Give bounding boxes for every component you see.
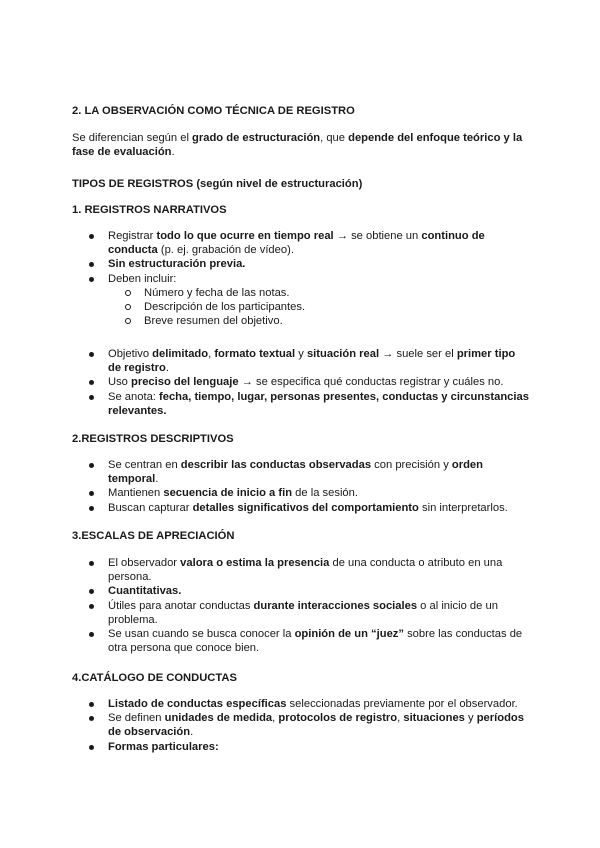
- bold-text: situación real: [306, 348, 380, 360]
- list-item: [72, 627, 530, 655]
- list-item: [72, 740, 530, 754]
- bold-text: primer tipo de registro: [108, 348, 516, 375]
- list-item: [72, 347, 530, 375]
- sub-list-item: Breve resumen del objetivo.: [108, 314, 530, 328]
- bold-text: Sin estructuración previa.: [108, 258, 246, 271]
- list-item: [72, 486, 530, 500]
- bold-text: orden temporal: [108, 459, 483, 486]
- section-title-narrativos: 1. REGISTROS NARRATIVOS: [72, 204, 227, 216]
- bold-text: durante interacciones sociales: [253, 599, 418, 612]
- bold-text: grado de estructuración: [192, 132, 321, 144]
- sublist-deben-incluir: [108, 286, 530, 329]
- bold-text: continuo de conducta: [108, 230, 485, 257]
- text-run: Uso: [108, 376, 132, 389]
- text-run: ,: [208, 348, 215, 360]
- list-item: [72, 584, 530, 598]
- list-item: [72, 711, 530, 739]
- text-run: Se centran en: [108, 459, 181, 471]
- bold-text: fecha, tiempo, lugar, personas presentes, conductas y circunstancias relevantes.: [108, 390, 529, 417]
- bold-text: situaciones: [403, 712, 465, 725]
- text-run: (p. ej. grabación de vídeo).: [157, 244, 294, 257]
- types-title: TIPOS DE REGISTROS (según nivel de estructuración): [72, 178, 363, 190]
- text-run: → suele ser el: [379, 348, 457, 360]
- text-run: Registrar: [108, 230, 157, 242]
- text-run: sobre las conductas de otra persona que conoce bien.: [108, 628, 523, 655]
- text-run: seleccionadas previamente por el observador.: [286, 698, 518, 710]
- section-title-escalas: 3.ESCALAS DE APRECIACIÓN: [72, 530, 235, 542]
- text-run: de una conducta o atributo en una persona.: [108, 557, 503, 584]
- text-run: y: [464, 712, 477, 725]
- section-title-catalogo: 4.CATÁLOGO DE CONDUCTAS: [72, 672, 237, 684]
- bold-text: preciso del lenguaje: [131, 376, 239, 389]
- text-run: o al inicio de un problema.: [108, 599, 498, 626]
- bold-text: delimitado: [152, 348, 209, 360]
- text-run: Buscan capturar: [108, 501, 193, 514]
- list-item: [72, 257, 530, 271]
- list-item: [72, 229, 530, 257]
- bold-text: todo lo que ocurre en tiempo real: [156, 230, 334, 242]
- text-run: Se usan cuando se busca conocer la: [108, 628, 295, 641]
- list-item: [72, 697, 530, 711]
- bold-text: opinión de un “juez”: [294, 628, 404, 641]
- text-run: y: [295, 348, 307, 360]
- list-narrativos-cont: [72, 347, 530, 418]
- text-run: ,: [272, 712, 279, 725]
- intro-paragraph: [72, 131, 527, 159]
- bold-text: Listado de conductas específicas: [108, 698, 287, 710]
- bold-text: formato textual: [214, 348, 296, 360]
- list-narrativos: [72, 229, 530, 328]
- text-run: .: [155, 473, 159, 486]
- sub-list-item: Número y fecha de las notas.: [108, 286, 530, 300]
- text-run: , que: [320, 132, 349, 144]
- text-run: sin interpretarlos.: [418, 501, 508, 514]
- text-run: Se diferencian según el: [72, 132, 193, 144]
- sub-list-item: Descripción de los participantes.: [108, 300, 530, 314]
- text-run: Se definen: [108, 712, 165, 725]
- text-run: → se especifica qué conductas registrar y cuáles no.: [238, 376, 504, 389]
- text-run: → se obtiene un: [333, 230, 422, 242]
- text-run: con precisión y: [371, 459, 452, 471]
- text-run: Objetivo: [108, 348, 153, 360]
- section-title-descriptivos: 2.REGISTROS DESCRIPTIVOS: [72, 433, 234, 445]
- text-run: El observador: [108, 557, 181, 569]
- list-item: [72, 501, 530, 515]
- text-run: .: [171, 146, 175, 159]
- bold-text: describir las conductas observadas: [180, 459, 372, 471]
- text-run: Mantienen: [108, 487, 164, 500]
- bold-text: Cuantitativas.: [108, 585, 182, 598]
- bold-text: secuencia de inicio a fin: [163, 487, 293, 500]
- text-run: ,: [397, 712, 404, 725]
- text-run: Útiles para anotar conductas: [108, 599, 254, 612]
- bold-text: valora o estima la presencia: [180, 557, 330, 569]
- list-item: [72, 390, 530, 418]
- main-title: 2. LA OBSERVACIÓN COMO TÉCNICA DE REGISTRO: [72, 105, 355, 117]
- bold-text: protocolos de registro: [278, 712, 398, 725]
- list-item: [72, 272, 530, 329]
- bold-text: períodos de observación: [108, 712, 524, 739]
- bold-text: unidades de medida: [164, 712, 273, 725]
- list-item: [72, 458, 530, 486]
- text-run: de la sesión.: [292, 487, 358, 500]
- text-run: .: [165, 362, 169, 375]
- text-run: Se anota:: [108, 390, 160, 403]
- bold-text: Formas particulares:: [108, 740, 219, 753]
- list-descriptivos: [72, 458, 530, 515]
- list-item: [72, 375, 530, 389]
- text-run: Deben incluir:: [108, 272, 177, 285]
- list-item: [72, 556, 530, 584]
- list-item: [72, 599, 530, 627]
- bold-text: detalles significativos del comportamiento: [192, 501, 419, 514]
- list-item-text: [108, 273, 176, 285]
- bold-text: depende del enfoque teórico y la fase de evaluación: [72, 132, 523, 159]
- list-catalogo: [72, 697, 530, 754]
- text-run: .: [190, 726, 194, 739]
- list-escalas: [72, 556, 530, 655]
